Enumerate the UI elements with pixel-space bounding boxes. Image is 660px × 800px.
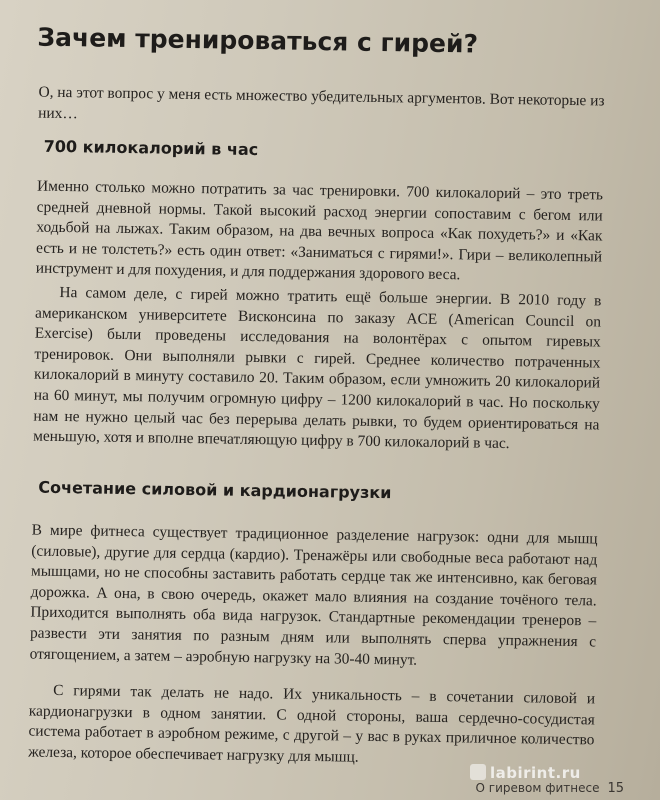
paragraph-strength-cardio-2: С гирями так делать не надо. Их уникальность – в сочетании силовой и кардионагрузки в одном занятии. С одной стороны, ваша сердечно-сосудистая система работает в аэробном режиме, с другой – у вас в руках приличное количество железа, которое обеспечивает нагрузку для мышц. <box>28 681 596 766</box>
page-title: Зачем тренироваться с гирей? <box>37 22 479 59</box>
section-heading-calories: 700 килокалорий в час <box>43 136 259 160</box>
labirint-logo-icon <box>470 764 486 780</box>
paragraph-strength-cardio-1: В мире фитнеса существует традиционное разделение нагрузок: одни для мышц (силовые), другие для сердца (кардио). Тренажёры или свободные веса работают над мышцами, но не способны заставить работать сердце так же интенсивно, как беговая дорожка. А она, в свою очередь, окажет мало влияния на создание точёного тела. Приходится выполнять оба вида нагрузок. Стандартные рекомендации тренеров – развести эти занятия по разным дням или выполнять сперва упражнения с отягощением, а затем – аэробную нагрузку на 30-40 минут. <box>29 521 598 669</box>
paragraph-calories-2: На самом деле, с гирей можно тратить ещё больше энергии. В 2010 году в американском университете Висконсина по заказу ACE (American Council on Exercise) были проведены исследования на волонтёрах с опытом гиревых тренировок. Они выполняли рывки с гирей. Среднее количество потраченных килокалорий в минуту составило 20. Таким образом, если умножить 20 килокалорий на 60 минут, мы получим огромную цифру – 1200 килокалорий в час. Но поскольку нам не нужно целый час без перерыва делать рывки, то будем ориентироваться на меньшую, хотя и вполне впечатляющую цифру в 700 килокалорий в час. <box>33 283 602 453</box>
page-number: 15 <box>607 781 624 796</box>
watermark-logo <box>470 764 581 782</box>
running-title: О гиревом фитнесе <box>475 781 600 795</box>
page-footer <box>476 781 624 796</box>
watermark-text: labirint.ru <box>490 764 581 782</box>
intro-paragraph: О, на этот вопрос у меня есть множество убедительных аргументов. Вот некоторые из них… <box>38 83 605 122</box>
paragraph-calories-1: Именно столько можно потратить за час тренировки. 700 килокалорий – это треть средней дневной нормы. Такой высокий расход энергии сопоставим с бегом или ходьбой на лыжах. Таким образом, на два вечных вопроса «Как похудеть?» и «Как есть и не толстеть?» есть один ответ: «Заниматься с гирями!». Гири – великолепный инструмент и для похудения, и для поддержания здорового веса. <box>35 177 604 284</box>
section-heading-strength-cardio: Сочетание силовой и кардионагрузки <box>38 477 392 503</box>
